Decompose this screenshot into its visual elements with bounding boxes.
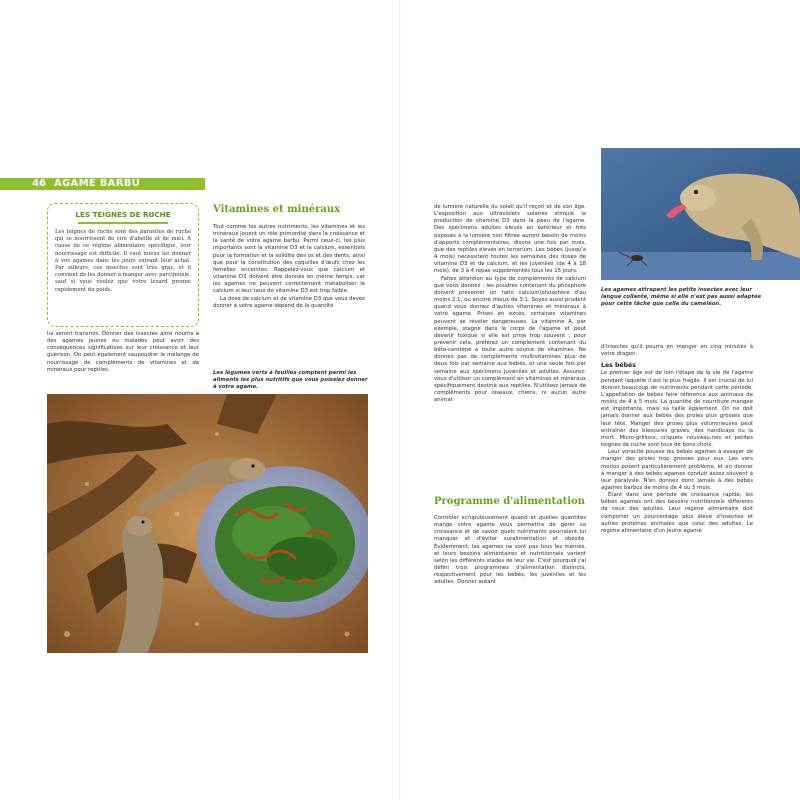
column-4-paragraph-1: d'insectes qu'il pourra en manger en cinq minutes à votre dragon. <box>601 344 753 358</box>
photo-agames-salad <box>47 394 368 653</box>
column-4 <box>601 344 753 535</box>
sidebar-title: LES TEIGNES DE RUCHE <box>75 210 171 219</box>
column-3-paragraph-1: de lumière naturelle du soleil qu'il reçoit et de son âge. L'exposition aux ultraviolets solaires stimule la production de vitamine D3 dans la peau de l'agame. Des spécimens adultes élevés en extérieur et très exposés à la lumière non filtrée auront besoin de moins d'apports complémentaires, disons une fois par mois, que des reptiles élevés en terrarium. Les bébés (jusqu'à 4 mois) nécessitent toutes les semaines des doses de vitamine D3 et de calcium, et les juvéniles (de 4 à 18 mois), de 3 à 4 repas supplémentés tous les 15 jours. <box>434 204 586 275</box>
column-4-paragraph-4: Étant dans une période de croissance rapide, les bébés agames ont des besoins nutritionnels différents de ceux des adultes. Leur régime alimentaire doit comporter un pourcentage plus élevé d'insectes et autres protéines animales que celui des adultes. Le régime alimentaire d'un jeune agame <box>601 492 753 534</box>
column-1 <box>47 331 199 374</box>
column-2-paragraph-1: Tout comme les autres nutriments, les vitamines et les minéraux jouent un rôle primordial dans la croissance et la santé de votre agame barbu. Parmi ceux-ci, les plus importants sont la vitamine D3 et le calcium, essentiels pour la formation et la solidité des os et des dents, ainsi que pour la constitution des coquilles d'œufs chez les femelles enceintes. Rappelez-vous que calcium et vitamine D3 doivent être donnés en même temps, car les agames ne peuvent correctement métaboliser le calcium si leur taux de vitamine D3 est trop faible. <box>213 224 365 295</box>
column-2-paragraph-2: La dose de calcium et de vitamine D3 que vous devez donner à votre agame dépend de la quantité <box>213 295 365 309</box>
sidebar-text: Les teignes de ruche sont des parasites de ruche qui se nourrissent de cire d'abeille et de miel. À cause de ce régime alimentaire spécifique, leur nourrissage est difficile. Il vaut mieux les donner à vos agames dans les jours suivant leur achat. Par ailleurs, ces insectes sont très gras, et il convient de les donner à manger avec parcimonie, sauf si vous voulez que votre lézard prenne rapidement du poids. <box>55 229 191 293</box>
column-3-paragraph-3: Contrôler scrupuleusement quand et quelles quantités mange votre agame vous permettra de gérer sa croissance et de savoir quels nutriments pourraient lui manquer et d'éviter suralimentation et obésité. Évidemment, les agames ne sont pas tous les mêmes, et leurs besoins alimentaires et nutritionnels varient selon les différents stades de leur vie. C'est pourquoi j'ai défini trois programmes d'alimentation distincts, respectivement pour les bébés, les juvéniles et les adultes. Donner autant <box>434 515 586 586</box>
sidebar-underline <box>78 222 168 224</box>
column-3b <box>434 515 586 587</box>
caption-left-photo: Les légumes verts à feuilles comptent parmi les aliments les plus nutritifs que vous puissiez donner à votre agame. <box>213 370 368 390</box>
column-3-paragraph-2: Faites attention au type de compléments de calcium que vous donnez : les poudres contenant du phosphore doivent présenter un ratio calcium/phosphore d'au moins 2:1, ou encore mieux de 3:1. Soyez aussi prudent quand vous donnez d'autres vitamines et minéraux à votre agame. Prises en excès, certaines vitamines peuvent se révéler dangereuses. La vitamine A, par exemple, stagne dans le corps de l'agame et peut devenir toxique si elle est prise trop souvent ; pour prévenir cela, préférez un complément contenant du bêta-carotène à toute autre source de vitamines. Ne donnez pas de compléments multivitaminés plus de deux fois par semaine aux bébés, et une seule fois par semaine aux spécimens juvéniles et adultes. Assurez-vous d'utiliser un complément en vitamines et minéraux spécifiquement destiné aux reptiles. N'utilisez jamais de compléments pour oiseaux, chiens, ni aucun autre animal. <box>434 275 586 404</box>
section-heading-feeding: Programme d'alimentation <box>434 496 586 507</box>
column-4-paragraph-2: Le premier âge est de loin l'étape de la vie de l'agame pendant laquelle il est le plus fragile. Il est crucial de lui donner beaucoup de nutriments pendant cette période. L'appellation de bébés faire référence aux animaux de moins de 4 à 5 mois. La quantité de nourriture mangée est importante, mais sa taille également. On ne doit jamais donner aux bébés des proies plus grosses que leur tête. Manger des proies plus volumineuses peut entraîner des blessures graves, des handicaps ou la mort. Micro-grillons, criquets nouveau-nés et petites teignes de ruche sont tous de bons choix. <box>601 370 753 449</box>
column-4-paragraph-3: Leur voracité pousse les bébés agames à essayer de manger des proies trop grosses pour eux. Les vers morios posent particulièrement problème, et en donner à manger à des bébés agames conduit assez souvent à leur paralysie. N'en donnez donc jamais à des bébés agames barbus de moins de 4 ou 5 mois. <box>601 449 753 491</box>
section-heading-vitamins: Vitamines et minéraux <box>213 204 341 215</box>
page-gutter <box>399 0 401 800</box>
subheading-babies: Les bébés <box>601 362 636 370</box>
column-1-paragraph: lui seront transmis. Donner des insectes ainsi nourris à des agames jeunes ou malades peut avoir des conséquences significatives sur leur croissance et leur guérison. On peut également saupoudrer le mélange de nourrissage de compléments de vitamines et de minéraux pour reptiles. <box>47 331 199 373</box>
page-number: 46 <box>32 178 46 189</box>
column-2 <box>213 224 365 310</box>
sidebar-box <box>47 203 199 327</box>
column-3 <box>434 204 586 404</box>
photo-agame-tongue <box>601 148 800 280</box>
running-title: AGAME BARBU <box>54 178 141 189</box>
photo-agame-tongue-image <box>601 148 800 280</box>
caption-right-photo: Les agames attrapent les petits insectes avec leur langue collante, même si elle n'est pas aussi adaptée pour cette tâche que celle du caméléon. <box>601 287 762 307</box>
photo-agames-salad-image <box>47 394 368 653</box>
